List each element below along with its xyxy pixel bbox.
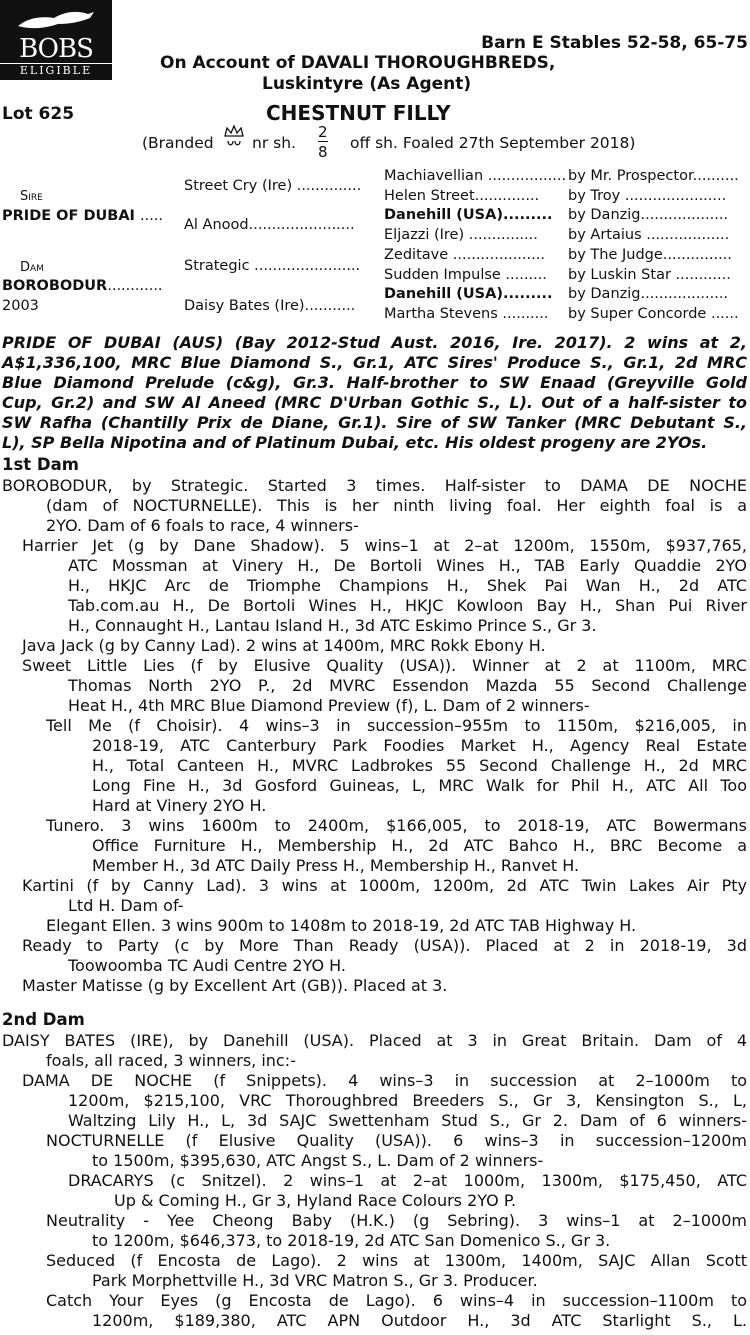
- pedigree-text-line: 2018-19, ATC Canterbury Park Foodies Market H., Agency Real Estate: [92, 736, 747, 755]
- ancestor-name: Helen Street..............: [384, 188, 540, 204]
- pedigree-text-line: BOROBODUR, by Strategic. Started 3 times. Half-sister to DAMA DE NOCHE: [2, 476, 747, 495]
- first-dam-heading: 1st Dam: [2, 455, 79, 474]
- ancestor-name: Danehill (USA).........: [384, 286, 553, 302]
- ancestor-name: Machiavellian .................: [384, 168, 567, 184]
- pedigree-text-line: NOCTURNELLE (f Elusive Quality (USA)). 6 wins–3 in succession–1200m: [46, 1131, 747, 1150]
- pedigree-text-line: H., HKJC Arc de Triomphe Champions H., Shek Pai Wan H., 2d ATC: [68, 576, 747, 595]
- pedigree-text-line: Long Fine H., 3d Gosford Guineas, L, MRC Walk for Phil H., ATC All Too: [92, 776, 747, 795]
- sire-notes-line: L), SP Bella Nipotina and of Platinum Dubai, etc. His oldest progeny are 2YOs.: [2, 433, 708, 452]
- brand-fraction-top: 2: [318, 123, 328, 141]
- pedigree-text-line: Up & Coming H., Gr 3, Hyland Race Colours 2YO P.: [114, 1191, 517, 1210]
- sire-dam: Al Anood.......................: [184, 217, 355, 233]
- pedigree-text-line: H., Connaught H., Lantau Island H., 3d ATC Eskimo Prince S., Gr 3.: [68, 616, 597, 635]
- pedigree-text-line: Thomas North 2YO P., 2d MVRC Essendon Mazda 55 Second Challenge: [68, 676, 747, 695]
- logo-tagline: ELIGIBLE: [0, 63, 112, 77]
- barn-stables: Barn E Stables 52-58, 65-75: [481, 33, 748, 53]
- pedigree-text-line: foals, all raced, 3 winners, inc:-: [46, 1051, 296, 1070]
- pedigree-text-line: Toowoomba TC Audi Centre 2YO H.: [68, 956, 346, 975]
- pedigree-text-line: Ready to Party (c by More Than Ready (USA)). Placed at 2 in 2018-19, 3d: [22, 936, 747, 955]
- sire-notes-line: A$1,336,100, MRC Blue Diamond S., Gr.1, ATC Sires' Produce S., Gr.1, 2d MRC: [2, 353, 747, 372]
- pedigree-text-line: Catch Your Eyes (g Encosta de Lago). 6 wins–4 in succession–1100m to: [46, 1291, 747, 1310]
- pedigree-text-line: Park Morphettville H., 3d VRC Matron S., Gr 3. Producer.: [92, 1271, 538, 1290]
- branded-prefix: (Branded: [142, 134, 214, 152]
- ancestor-sire: by The Judge...............: [568, 247, 732, 263]
- pedigree-text-line: Hard at Vinery 2YO H.: [92, 796, 267, 815]
- pedigree-text-line: 1200m, $215,100, VRC Thoroughbred Breeders S., Gr 3, Kensington S., L,: [68, 1091, 747, 1110]
- sire-notes-line: Cup, Gr.2) and SW Al Aneed (MRC D'Urban Gothic S., L). Out of a half-sister to: [2, 393, 747, 412]
- crown-brand-icon: [222, 124, 246, 150]
- ancestor-name: Eljazzi (Ire) ...............: [384, 227, 538, 243]
- vendor-account: On Account of DAVALI THOROUGHBREDS,: [160, 53, 556, 73]
- sire-notes-line: SW Rafha (Chantilly Prix de Diane, Gr.1). Sire of SW Tanker (MRC Debutant S.,: [2, 413, 747, 432]
- pedigree-text-line: Ltd H. Dam of-: [68, 896, 184, 915]
- pedigree-text-line: Tell Me (f Choisir). 4 wins–3 in succession–955m to 1150m, $216,005, in: [46, 716, 747, 735]
- lot-number: Lot 625: [2, 104, 75, 124]
- dam-sire: Strategic .......................: [184, 258, 361, 274]
- pedigree-text-line: Office Furniture H., Membership H., 2d ATC Bahco H., BRC Become a: [92, 836, 747, 855]
- logo-brand: BOBS: [19, 34, 93, 64]
- fraction-bar: [318, 141, 328, 142]
- sire-sire: Street Cry (Ire) ..............: [184, 178, 362, 194]
- ancestor-name: Danehill (USA).........: [384, 207, 553, 223]
- ancestor-sire: by Danzig...................: [568, 286, 729, 302]
- ancestor-sire: by Artaius ..................: [568, 227, 730, 243]
- ancestor-sire: by Danzig...................: [568, 207, 729, 223]
- pedigree-text-line: Neutrality - Yee Cheong Baby (H.K.) (g Sebring). 3 wins–1 at 2–1000m: [46, 1211, 747, 1230]
- dam-dam: Daisy Bates (Ire)...........: [184, 298, 356, 314]
- pedigree-text-line: Tab.com.au H., De Bortoli Wines H., HKJC Kowloon Bay H., Shan Pui River: [68, 596, 747, 615]
- pedigree-text-line: DAISY BATES (IRE), by Danehill (USA). Placed at 3 in Great Britain. Dam of 4: [2, 1031, 747, 1050]
- ancestor-name: Martha Stevens ..........: [384, 306, 549, 322]
- pedigree-text-line: Elegant Ellen. 3 wins 900m to 1408m to 2018-19, 2d ATC TAB Highway H.: [46, 916, 637, 935]
- ancestor-sire: by Luskin Star ............: [568, 267, 731, 283]
- pedigree-text-line: Seduced (f Encosta de Lago). 2 wins at 1300m, 1400m, SAJC Allan Scott: [46, 1251, 747, 1270]
- pedigree-text-line: Kartini (f by Canny Lad). 3 wins at 1000m, 1200m, 2d ATC Twin Lakes Air Pty: [22, 876, 747, 895]
- ancestor-name: Sudden Impulse .........: [384, 267, 547, 283]
- brand-fraction-bottom: 8: [318, 143, 328, 161]
- ancestor-sire: by Super Concorde ......: [568, 306, 739, 322]
- pedigree-text-line: ATC Mossman at Vinery H., De Bortoli Wines H., TAB Early Quaddie 2YO: [68, 556, 747, 575]
- pedigree-text-line: DRACARYS (c Snitzel). 2 wins–1 at 2–at 1000m, 1300m, $175,450, ATC: [68, 1171, 747, 1190]
- sire-notes-line: Blue Diamond Prelude (c&g), Gr.3. Half-brother to SW Enaad (Greyville Gold: [2, 373, 747, 392]
- sire-name: PRIDE OF DUBAI .....: [2, 208, 164, 224]
- ancestor-name: Zeditave ....................: [384, 247, 545, 263]
- pedigree-text-line: Java Jack (g by Canny Lad). 2 wins at 1400m, MRC Rokk Ebony H.: [22, 636, 546, 655]
- ancestor-sire: by Troy ......................: [568, 188, 727, 204]
- pedigree-text-line: Member H., 3d ATC Daily Press H., Membership H., Ranvet H.: [92, 856, 580, 875]
- pedigree-text-line: Sweet Little Lies (f by Elusive Quality (USA)). Winner at 2 at 1100m, MRC: [22, 656, 747, 675]
- second-dam-heading: 2nd Dam: [2, 1010, 85, 1029]
- sire-notes-line: PRIDE OF DUBAI (AUS) (Bay 2012-Stud Aust. 2016, Ire. 2017). 2 wins at 2,: [2, 333, 747, 352]
- sire-label: Sire: [20, 189, 43, 204]
- pedigree-text-line: Heat H., 4th MRC Blue Diamond Preview (f), L. Dam of 2 winners-: [68, 696, 590, 715]
- horse-logo-icon: [14, 8, 98, 32]
- pedigree-text-line: Master Matisse (g by Excellent Art (GB)). Placed at 3.: [22, 976, 448, 995]
- vendor-agent: Luskintyre (As Agent): [262, 74, 472, 94]
- pedigree-text-line: 1200m, $189,380, ATC APN Outdoor H., 3d ATC Starlight S., L.: [92, 1311, 747, 1330]
- pedigree-text-line: Harrier Jet (g by Dane Shadow). 5 wins–1 at 2–at 1200m, 1550m, $937,765,: [22, 536, 747, 555]
- dam-label: Dam: [20, 260, 44, 275]
- pedigree-text-line: (dam of NOCTURNELLE). This is her ninth living foal. Her eighth foal is a: [46, 496, 747, 515]
- pedigree-text-line: 2YO. Dam of 6 foals to race, 4 winners-: [46, 516, 359, 535]
- lot-title: CHESTNUT FILLY: [266, 101, 451, 125]
- branded-near-side: nr sh.: [252, 134, 296, 152]
- dam-year: 2003: [2, 298, 39, 314]
- pedigree-text-line: H., Total Canteen H., MVRC Ladbrokes 55 Second Challenge H., 2d MRC: [92, 756, 747, 775]
- pedigree-text-line: Waltzing Lily H., L, 3d SAJC Swettenham Stud S., Gr 2. Dam of 6 winners-: [68, 1111, 747, 1130]
- pedigree-text-line: to 1500m, $395,630, ATC Angst S., L. Dam of 2 winners-: [92, 1151, 544, 1170]
- dam-name: BOROBODUR............: [2, 278, 163, 294]
- pedigree-text-line: to 1200m, $646,373, to 2018-19, 2d ATC San Domenico S., Gr 3.: [92, 1231, 611, 1250]
- bobs-eligible-logo: [0, 0, 112, 80]
- pedigree-text-line: DAMA DE NOCHE (f Snippets). 4 wins–3 in succession at 2–1000m to: [22, 1071, 747, 1090]
- ancestor-sire: by Mr. Prospector..........: [568, 168, 739, 184]
- branded-off-side: off sh. Foaled 27th September 2018): [350, 134, 636, 152]
- pedigree-text-line: Tunero. 3 wins 1600m to 2400m, $166,005, to 2018-19, ATC Bowermans: [46, 816, 747, 835]
